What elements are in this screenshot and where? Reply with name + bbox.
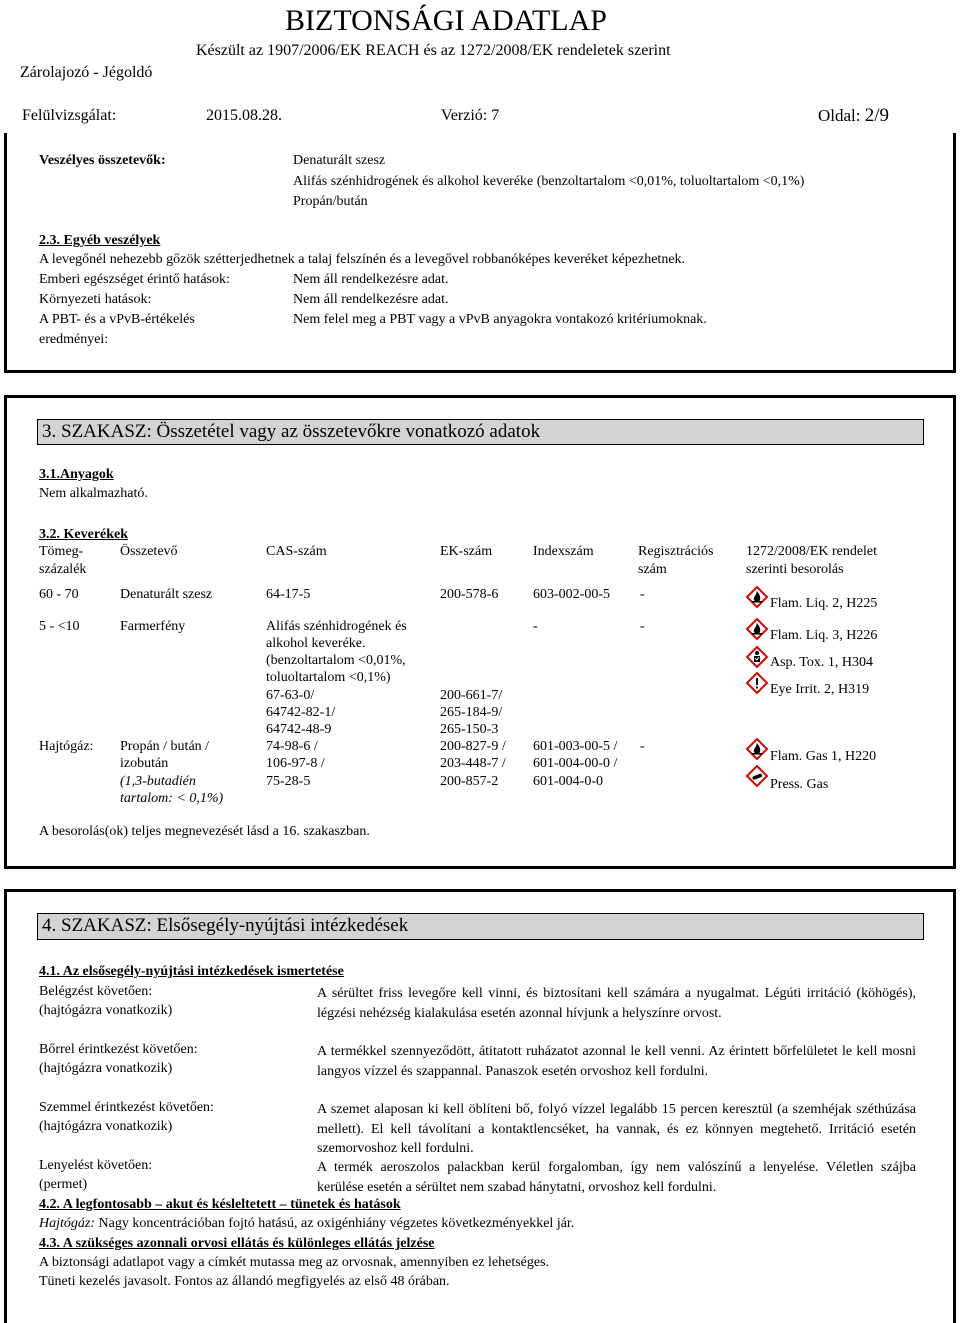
col-registration-cont: szám xyxy=(638,562,667,577)
row1-cas: 64-17-5 xyxy=(266,587,311,602)
col-component: Összetevő xyxy=(120,544,178,559)
row2-index: - xyxy=(533,619,538,634)
medical-attention-line1: A biztonsági adatlapot vagy a címkét mutassa meg az orvosnak, amennyiben ez lehetséges. xyxy=(39,1255,550,1270)
flame-pictogram-icon xyxy=(746,738,768,760)
classification-footnote: A besorolás(ok) teljes megnevezését lásd a 16. szakaszban. xyxy=(39,824,370,839)
ingestion-sublabel: (permet) xyxy=(39,1177,88,1192)
col-ek: EK-szám xyxy=(440,544,493,559)
flame-pictogram-icon xyxy=(746,586,768,608)
row2-registration: - xyxy=(640,619,645,634)
other-hazards-text: A levegőnél nehezebb gőzök szétterjedhetnek a talaj felszínén és a levegővel robbanóképes keveréket képezhetnek. xyxy=(39,252,686,267)
exclamation-pictogram-icon xyxy=(746,672,768,694)
section3-heading: 3. SZAKASZ: Összetétel vagy az összetevőkre vonatkozó adatok xyxy=(37,419,924,445)
col-mass-cont: százalék xyxy=(39,562,87,577)
col-mass: Tömeg- xyxy=(39,544,84,559)
row3-cas: 106-97-8 / xyxy=(266,756,325,771)
row3-registration: - xyxy=(640,739,645,754)
row3-index: 601-004-0-0 xyxy=(533,774,603,789)
document-title: BIZTONSÁGI ADATLAP xyxy=(285,4,607,37)
row2-ek: 200-661-7/ xyxy=(440,688,503,703)
row2-ek: 265-184-9/ xyxy=(440,705,503,720)
eye-sublabel: (hajtógázra vonatkozik) xyxy=(39,1119,173,1134)
row3-cas: 75-28-5 xyxy=(266,774,311,789)
skin-text: A termékkel szennyeződött, átitatott ruházatot azonnal le kell venni. Az érintett bőrfelületet le kell mosni langyos vízzel és szappannal. Panaszok esetén orvoshoz kell fordulni. xyxy=(317,1044,916,1079)
row3-index: 601-004-00-0 / xyxy=(533,756,618,771)
medical-attention-title: 4.3. A szükséges azonnali orvosi ellátás és különleges ellátás jelzése xyxy=(39,1236,435,1251)
other-hazards-title: 2.3. Egyéb veszélyek xyxy=(39,233,161,248)
row2-component: Farmerfény xyxy=(120,619,186,634)
version-label: Verzió: 7 xyxy=(441,107,500,124)
symptoms-text: Hajtógáz: Nagy koncentrációban fojtó hatású, az oxigénhiány végzetes következményekkel jár. xyxy=(39,1216,575,1231)
row3-ek: 200-827-9 / xyxy=(440,739,506,754)
row1-index: 603-002-00-5 xyxy=(533,587,610,602)
col-index: Indexszám xyxy=(533,544,594,559)
row3-mass: Hajtógáz: xyxy=(39,739,94,754)
health-hazard-pictogram-icon xyxy=(746,646,768,668)
pbt-label: A PBT- és a vPvB-értékelés xyxy=(39,312,195,327)
row3-component-cont: izobután xyxy=(120,756,169,771)
environment-value: Nem áll rendelkezésre adat. xyxy=(293,292,449,307)
row2-classification-1: Flam. Liq. 3, H226 xyxy=(770,628,878,643)
mixtures-title: 3.2. Keverékek xyxy=(39,527,129,542)
skin-sublabel: (hajtógázra vonatkozik) xyxy=(39,1061,173,1076)
inhalation-label: Belégzést követően: xyxy=(39,984,153,999)
row1-classification: Flam. Liq. 2, H225 xyxy=(770,596,878,611)
col-classification-cont: szerinti besorolás xyxy=(746,562,844,577)
col-classification: 1272/2008/EK rendelet xyxy=(746,544,878,559)
row2-ek: 265-150-3 xyxy=(440,722,499,737)
row2-classification-2: Asp. Tox. 1, H304 xyxy=(770,655,873,670)
row2-desc: Alifás szénhidrogének és xyxy=(266,619,407,634)
row2-desc: alkohol keveréke. xyxy=(266,636,366,651)
row2-cas: 64742-82-1/ xyxy=(266,705,336,720)
eye-text: A szemet alaposan ki kell öblíteni bő, folyó vízzel legalább 15 percen keresztül (a szemhéjak széthúzása mellett). El kell távolítani a kontaktlencséket, ha vannak, és ez könnyen megtehető. Irritáció esetén szemorvoshoz kell fordulni. xyxy=(317,1102,916,1156)
row3-ek: 200-857-2 xyxy=(440,774,499,789)
row2-classification-3: Eye Irrit. 2, H319 xyxy=(770,682,870,697)
row3-classification-2: Press. Gas xyxy=(770,777,829,792)
product-name: Zárolajozó - Jégoldó xyxy=(20,64,153,81)
row2-cas: 67-63-0/ xyxy=(266,688,315,703)
document-subtitle: Készült az 1907/2006/EK REACH és az 1272/2008/EK rendeletek szerint xyxy=(196,42,671,59)
page-number: Oldal: 2/9 xyxy=(818,105,890,126)
revision-label: Felülvizsgálat: xyxy=(22,107,117,124)
medical-attention-line2: Tüneti kezelés javasolt. Fontos az állandó megfigyelés az első 48 órában. xyxy=(39,1274,450,1289)
col-cas: CAS-szám xyxy=(266,544,327,559)
hazardous-item: Alifás szénhidrogének és alkohol keveréke (benzoltartalom <0,01%, toluoltartalom <0,1%) xyxy=(293,174,805,189)
first-aid-title: 4.1. Az elsősegély-nyújtási intézkedések ismertetése xyxy=(39,964,344,979)
row2-mass: 5 - <10 xyxy=(39,619,80,634)
substances-title: 3.1.Anyagok xyxy=(39,467,114,482)
row2-desc: toluoltartalom <0,1%) xyxy=(266,670,391,685)
row1-registration: - xyxy=(640,587,645,602)
symptoms-title: 4.2. A legfontosabb – akut és késleltetett – tünetek és hatások xyxy=(39,1197,401,1212)
substances-text: Nem alkalmazható. xyxy=(39,486,148,501)
row3-ek: 203-448-7 / xyxy=(440,756,506,771)
inhalation-sublabel: (hajtógázra vonatkozik) xyxy=(39,1003,173,1018)
section4-heading: 4. SZAKASZ: Elsősegély-nyújtási intézkedések xyxy=(37,913,924,940)
row3-component: Propán / bután / xyxy=(120,739,210,754)
health-label: Emberi egészséget érintő hatások: xyxy=(39,272,230,287)
gas-cylinder-pictogram-icon xyxy=(746,765,768,787)
flame-pictogram-icon xyxy=(746,618,768,640)
pbt-label-cont: eredményei: xyxy=(39,332,109,347)
col-registration: Regisztrációs xyxy=(638,544,714,559)
ingestion-text: A termék aeroszolos palackban kerül forgalomban, így nem valószínű a lenyelése. Véletlen szájba kerülése esetén a sérültet nem szabad hánytatni, orvoshoz kell fordulni. xyxy=(317,1160,916,1195)
revision-date: 2015.08.28. xyxy=(206,107,282,124)
row3-cas: 74-98-6 / xyxy=(266,739,318,754)
eye-label: Szemmel érintkezést követően: xyxy=(39,1100,214,1115)
pbt-value: Nem felel meg a PBT vagy a vPvB anyagokra vontakozó kritériumoknak. xyxy=(293,312,707,327)
skin-label: Bőrrel érintkezést követően: xyxy=(39,1042,198,1057)
row2-cas: 64742-48-9 xyxy=(266,722,332,737)
row1-ek: 200-578-6 xyxy=(440,587,499,602)
row3-index: 601-003-00-5 / xyxy=(533,739,618,754)
row1-mass: 60 - 70 xyxy=(39,587,79,602)
ingestion-label: Lenyelést követően: xyxy=(39,1158,153,1173)
row3-note: (1,3-butadién xyxy=(120,774,196,789)
hazardous-item: Propán/bután xyxy=(293,194,368,209)
hazardous-item: Denaturált szesz xyxy=(293,153,386,168)
row3-note-cont: tartalom: < 0,1%) xyxy=(120,791,224,806)
hazardous-components-label: Veszélyes összetevők: xyxy=(39,153,166,168)
row1-component: Denaturált szesz xyxy=(120,587,213,602)
row3-classification-1: Flam. Gas 1, H220 xyxy=(770,749,877,764)
health-value: Nem áll rendelkezésre adat. xyxy=(293,272,449,287)
environment-label: Környezeti hatások: xyxy=(39,292,152,307)
inhalation-text: A sérültet friss levegőre kell vinni, és biztosítani kell számára a nyugalmat. Légúti irritáció (köhögés), légzési nehézség kialakulása esetén azonnal hívjunk a helyszínre orvost. xyxy=(317,986,916,1021)
row2-desc: (benzoltartalom <0,01%, xyxy=(266,653,406,668)
